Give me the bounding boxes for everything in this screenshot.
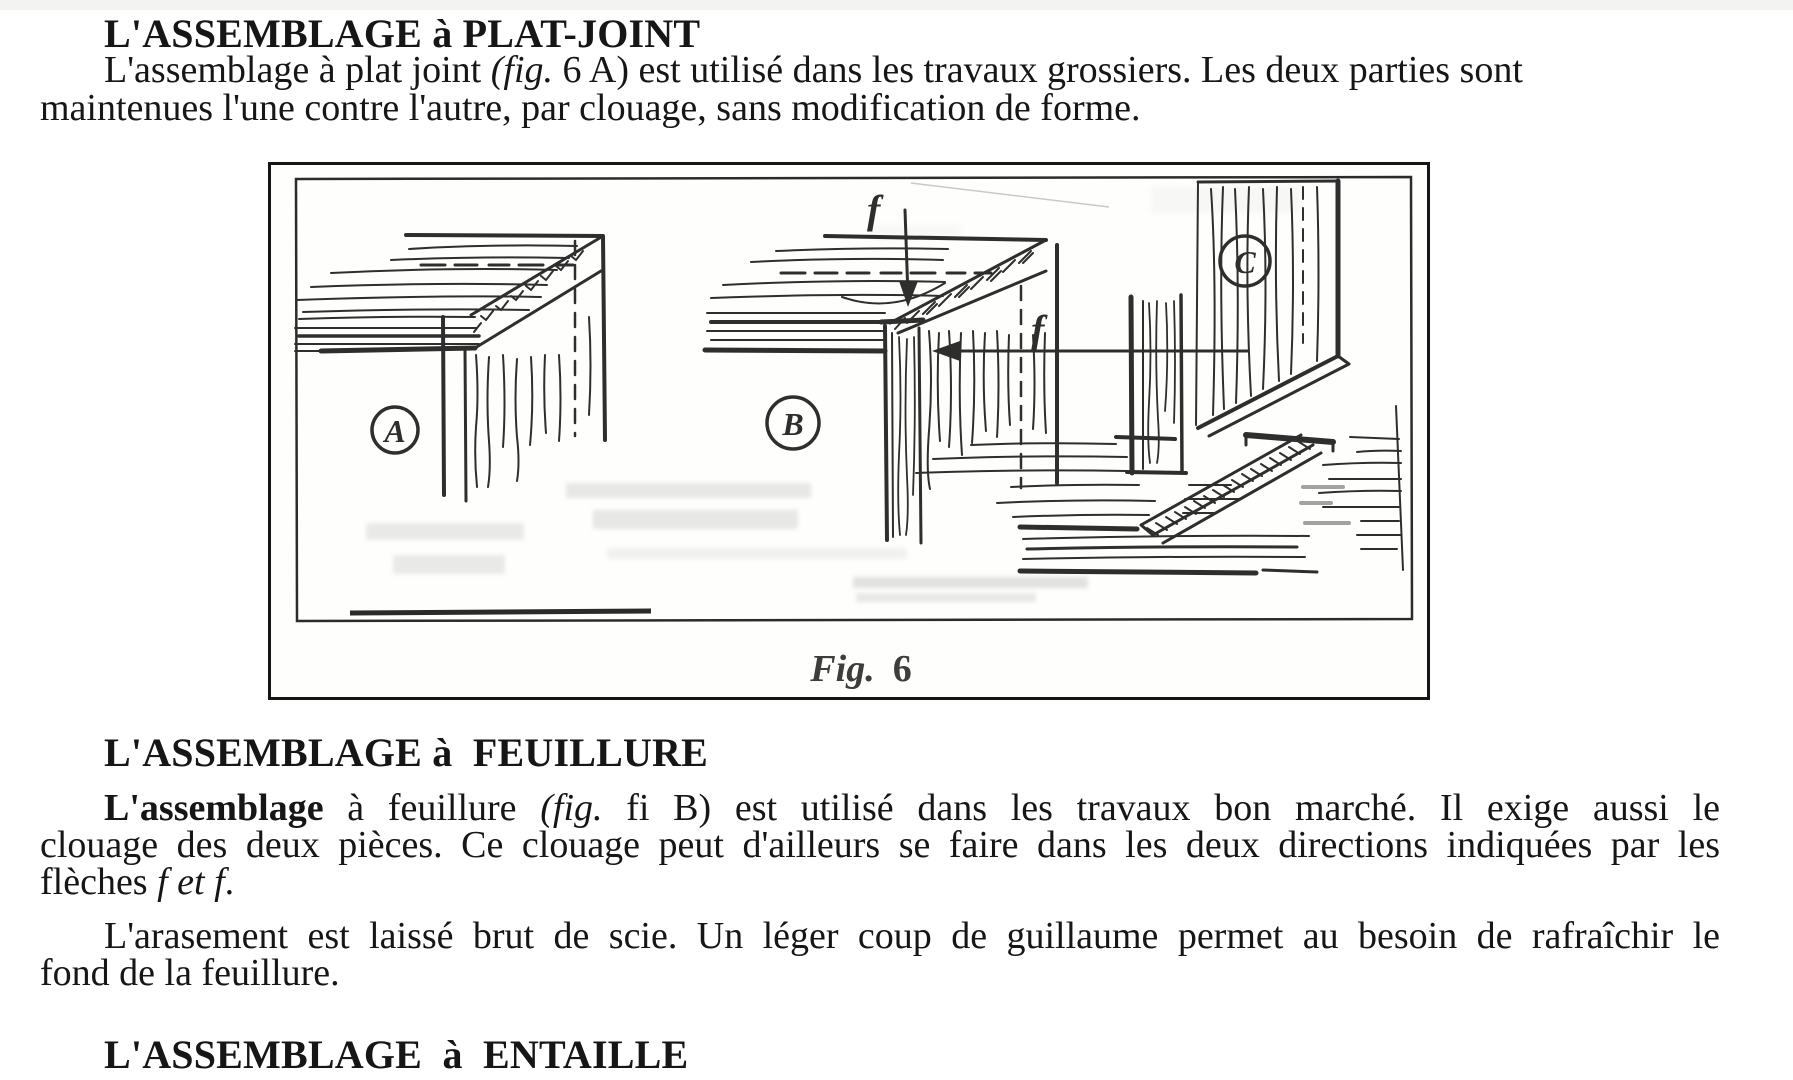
p2-run7: .	[224, 861, 235, 903]
joint-c-label: C	[1234, 244, 1256, 280]
figure-caption	[283, 647, 1439, 691]
p1-run3: 6 A) est utilisé dans les travaux grossiers. Les deux parties sont	[553, 49, 1523, 91]
joint-a-label: A	[384, 413, 406, 449]
p2-run6-italic: f et f	[157, 861, 225, 903]
figure6-illustration	[271, 165, 1427, 697]
paragraph-feuillure-line1	[40, 789, 1720, 827]
paragraph-feuillure-line3	[40, 863, 234, 901]
heading-plat-joint: L'ASSEMBLAGE à PLAT-JOINT	[104, 11, 701, 56]
p2-run2: à feuillure	[323, 787, 541, 829]
p2-run4: fi B) est utilisé dans les travaux bon marché. Il exige aussi le	[602, 787, 1720, 829]
figure-caption-fig: Fig.	[810, 648, 875, 690]
joint-b-label: B	[782, 406, 804, 442]
heading-entaille: L'ASSEMBLAGE à ENTAILLE	[104, 1032, 689, 1077]
paragraph-arasement-line2: fond de la feuillure.	[40, 952, 340, 994]
arrow-left-head	[932, 341, 960, 361]
paragraph-plat-joint-line2: maintenues l'une contre l'autre, par clouage, sans modification de forme.	[40, 87, 1141, 129]
force-label-f1: f	[867, 187, 881, 232]
joint-a-drawing	[295, 235, 605, 501]
figure-caption-number: 6	[892, 648, 912, 690]
page-top-strip	[0, 0, 1793, 10]
paragraph-plat-joint-line1	[104, 51, 1523, 89]
heading-feuillure: L'ASSEMBLAGE à FEUILLURE	[104, 730, 709, 775]
arrow-down-head	[899, 281, 918, 307]
p2-run1-bold: L'assemblage	[104, 787, 324, 829]
p1-run1: L'assemblage à plat joint	[104, 49, 491, 91]
p1-run2-italic: (fig.	[490, 49, 554, 91]
paragraph-feuillure-line2: clouage des deux pièces. Ce clouage peut d'ailleurs se faire dans les deux directions indiquées par les	[40, 824, 1720, 866]
p2-run5: flèches	[40, 861, 158, 903]
paragraph-arasement-line1	[40, 917, 1720, 955]
force-label-f2: f	[1031, 307, 1045, 352]
p2-run3-italic: (fig.	[540, 787, 603, 829]
figure6-frame	[268, 162, 1430, 700]
p3-run1: L'arasement est laissé brut de scie. Un léger coup de guillaume permet au besoin de rafraîchir le	[104, 915, 1720, 957]
